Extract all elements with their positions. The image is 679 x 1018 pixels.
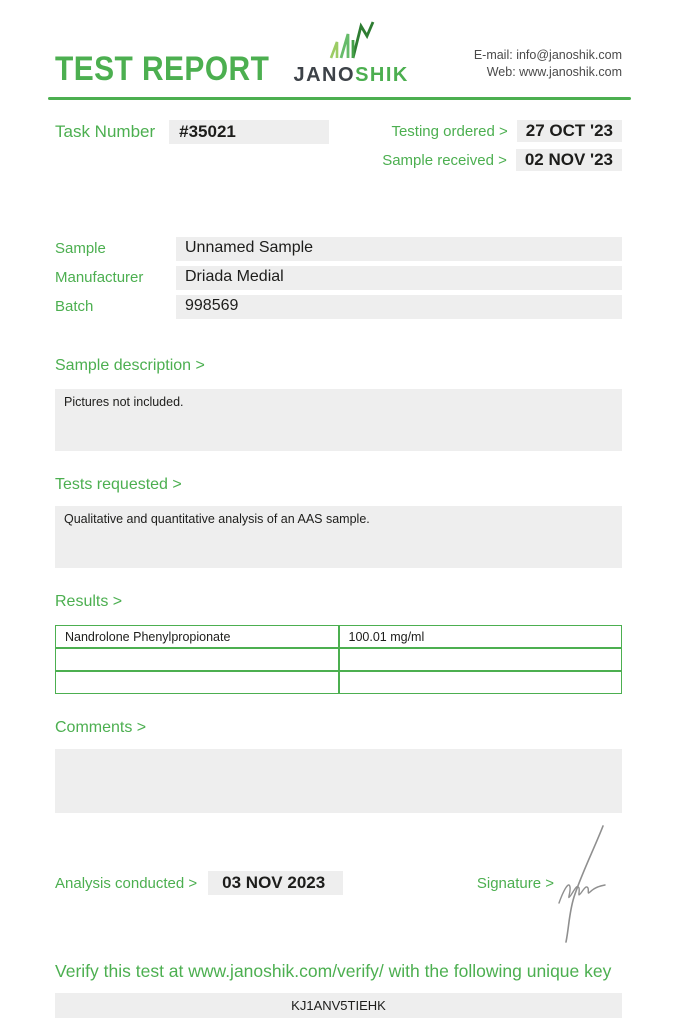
testing-ordered-value: 27 OCT '23 bbox=[517, 120, 622, 142]
janoshik-logo bbox=[293, 20, 408, 87]
comments-section bbox=[0, 719, 679, 813]
sample-value: Unnamed Sample bbox=[176, 237, 622, 261]
task-number-value: #35021 bbox=[169, 120, 329, 144]
page-title: TEST REPORT bbox=[55, 50, 270, 88]
results-table bbox=[55, 625, 622, 694]
web-value: www.janoshik.com bbox=[519, 65, 622, 80]
analyte-cell bbox=[55, 671, 339, 694]
contact-info bbox=[474, 47, 622, 81]
analyte-cell bbox=[55, 648, 339, 671]
sample-received-label: Sample received > bbox=[382, 151, 507, 169]
tests-requested-heading: Tests requested > bbox=[55, 476, 182, 493]
result-row bbox=[55, 648, 622, 671]
manufacturer-value: Driada Medial bbox=[176, 266, 622, 290]
comments-heading: Comments > bbox=[55, 719, 147, 736]
sample-received-row bbox=[382, 149, 622, 171]
sample-info bbox=[0, 171, 679, 319]
results-heading: Results > bbox=[55, 593, 123, 610]
batch-row bbox=[55, 295, 622, 319]
results-section bbox=[0, 593, 679, 694]
sample-label: Sample bbox=[55, 240, 106, 257]
batch-value: 998569 bbox=[176, 295, 622, 319]
dates-block bbox=[382, 120, 622, 171]
logo-wordmark bbox=[293, 64, 408, 87]
verify-text: Verify this test at www.janoshik.com/verify/ with the following unique key bbox=[55, 961, 612, 981]
tests-requested-section bbox=[0, 476, 679, 568]
task-number-label: Task Number bbox=[55, 122, 156, 141]
sample-description-box: Pictures not included. bbox=[55, 389, 622, 451]
result-value-cell bbox=[339, 671, 623, 694]
email-label: E-mail: bbox=[473, 48, 513, 63]
testing-ordered-label: Testing ordered > bbox=[391, 122, 508, 140]
sample-description-section bbox=[0, 357, 679, 451]
result-value-cell bbox=[339, 648, 623, 671]
sample-received-value: 02 NOV '23 bbox=[516, 149, 622, 171]
email-value: info@janoshik.com bbox=[516, 48, 622, 63]
result-row bbox=[55, 671, 622, 694]
logo-text-shik: SHIK bbox=[355, 64, 409, 86]
comments-box bbox=[55, 749, 622, 813]
batch-label: Batch bbox=[55, 298, 94, 315]
web-line bbox=[474, 64, 622, 81]
tests-requested-box: Qualitative and quantitative analysis of an AAS sample. bbox=[55, 506, 622, 568]
manufacturer-label: Manufacturer bbox=[55, 269, 144, 286]
result-row bbox=[55, 625, 622, 648]
analysis-conducted-label: Analysis conducted > bbox=[55, 874, 198, 892]
email-line bbox=[474, 47, 622, 64]
header bbox=[0, 0, 679, 97]
unique-key-box: KJ1ANV5TIEHK bbox=[55, 993, 622, 1018]
analysis-conducted-value: 03 NOV 2023 bbox=[208, 871, 343, 895]
sample-description-heading: Sample description > bbox=[55, 357, 205, 374]
analysis-row bbox=[0, 871, 679, 895]
web-label: Web: bbox=[486, 65, 516, 80]
result-value-cell: 100.01 mg/ml bbox=[339, 625, 623, 648]
testing-ordered-row bbox=[382, 120, 622, 142]
analyte-cell: Nandrolone Phenylpropionate bbox=[55, 625, 339, 648]
chart-growth-icon bbox=[323, 20, 379, 62]
task-number-row bbox=[55, 120, 329, 171]
manufacturer-row bbox=[55, 266, 622, 290]
logo-text-jano: JANO bbox=[293, 64, 356, 86]
sample-row bbox=[55, 237, 622, 261]
task-section bbox=[0, 100, 679, 171]
signature-label: Signature > bbox=[476, 874, 554, 892]
